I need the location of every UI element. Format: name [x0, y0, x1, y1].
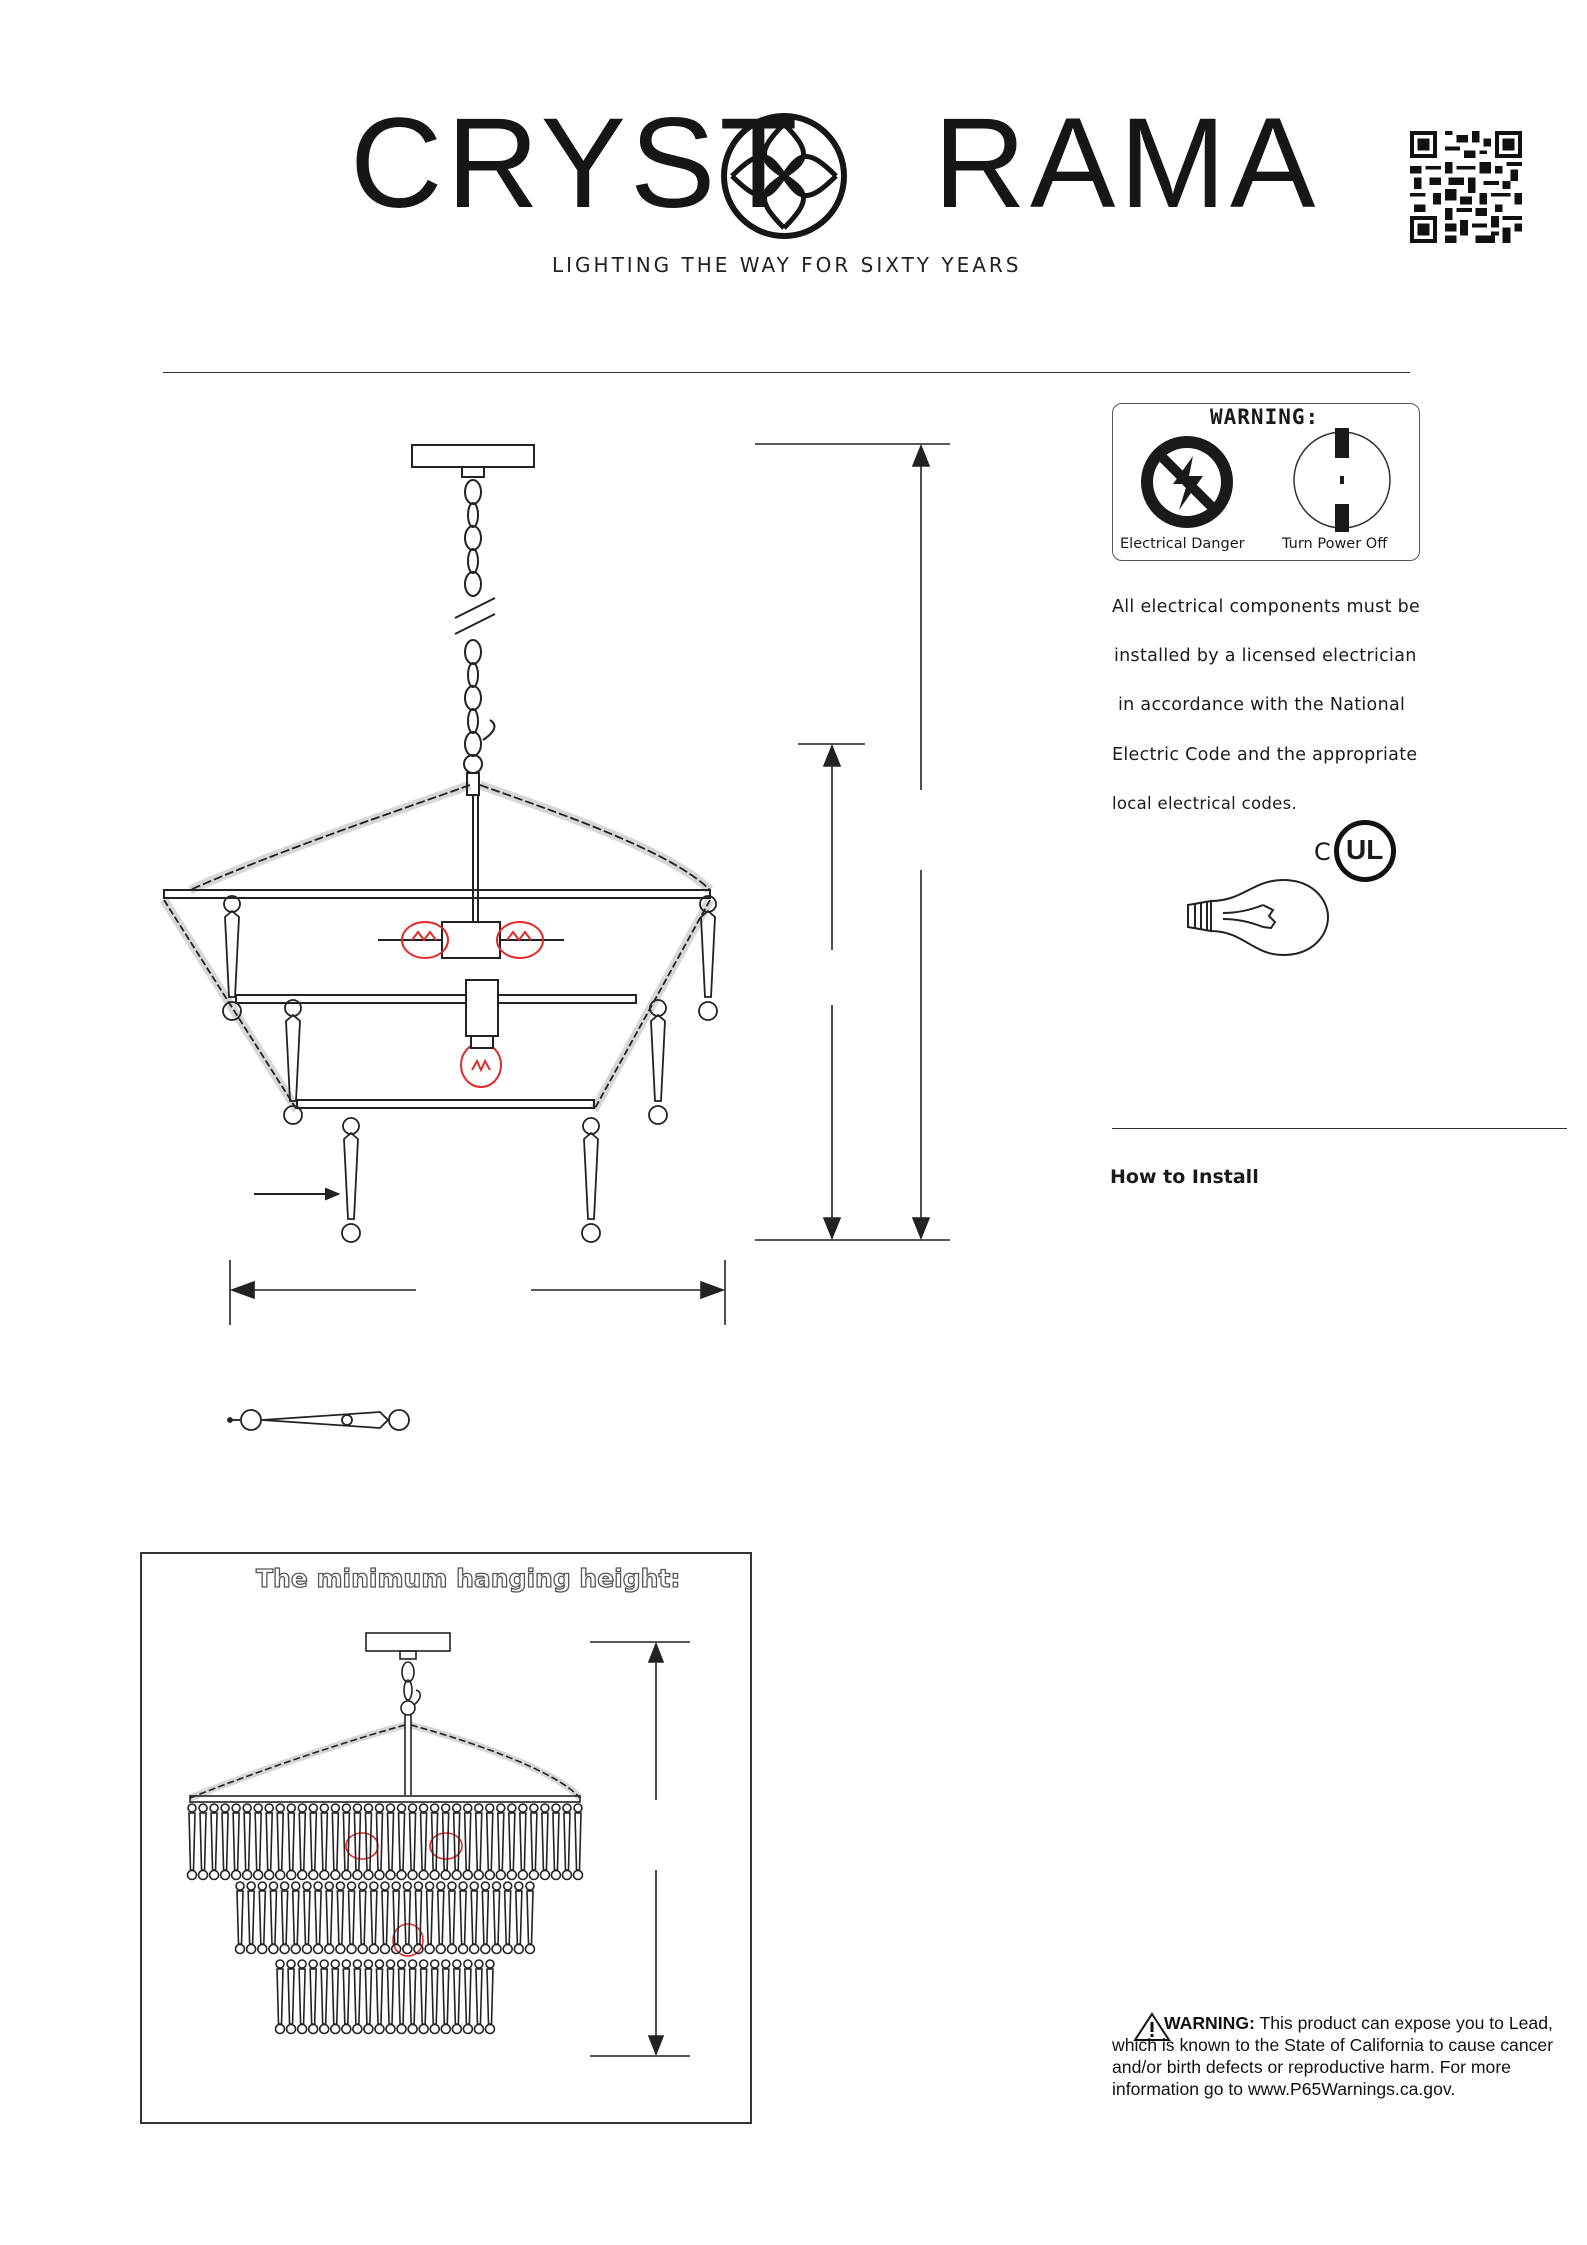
tier-crystal [364, 1804, 372, 1812]
tier-crystal [508, 1804, 516, 1812]
tier-crystal [481, 1945, 490, 1954]
tier-crystal [336, 1945, 345, 1954]
tier-crystal [443, 1813, 449, 1870]
tier-crystal [248, 1891, 254, 1944]
tier-crystal [531, 1813, 537, 1870]
notice-line: All electrical components must be [1112, 597, 1421, 617]
power-switch-off-icon [1290, 428, 1394, 532]
tier-crystal [293, 1891, 299, 1944]
tier-crystal [426, 1882, 434, 1890]
warning-label-title: WARNING: [1210, 405, 1320, 429]
tier-crystal [481, 1882, 489, 1890]
tier-crystal [409, 1804, 417, 1812]
height-dimension [755, 444, 950, 1240]
tier-crystal [369, 1945, 378, 1954]
tier-crystal [494, 1891, 500, 1944]
tier-crystal [364, 2025, 373, 2034]
tier-crystal [211, 1813, 217, 1870]
tier-crystal [438, 1891, 444, 1944]
tier-crystal [431, 1960, 439, 1968]
section-divider [1112, 1128, 1567, 1129]
tier-crystal [403, 1945, 412, 1954]
tier-crystal [258, 1882, 266, 1890]
tier-crystal [237, 1891, 243, 1944]
tier-crystal [188, 1871, 197, 1880]
fixture-diagram [150, 420, 970, 1490]
tier-crystal [503, 1945, 512, 1954]
tier-crystal [404, 1891, 410, 1944]
tier-crystal [353, 1960, 361, 1968]
tier-crystal [370, 1882, 378, 1890]
tier-crystal [448, 1882, 456, 1890]
tier-crystal [232, 1871, 241, 1880]
minimum-height-title: The minimum hanging height: [256, 1564, 681, 1593]
tier-crystal [397, 1871, 406, 1880]
tier-crystal [387, 1960, 395, 1968]
tier-crystal [310, 1813, 316, 1870]
tier-crystal [436, 1945, 445, 1954]
tier-crystal [320, 1871, 329, 1880]
tier-crystal [540, 1871, 549, 1880]
tier-crystal [459, 1882, 467, 1890]
tier-crystal [358, 1945, 367, 1954]
light-bulb-icon [1183, 875, 1333, 965]
electrical-danger-caption: Electrical Danger [1120, 536, 1245, 552]
tier-crystal [482, 1891, 488, 1944]
tier-crystal [498, 1813, 504, 1870]
bottom-ring [297, 1100, 594, 1108]
prop65-warning [1112, 2012, 1582, 2100]
no-electrical-hazard-icon [1137, 432, 1237, 532]
tier-crystal [265, 1804, 273, 1812]
tier-crystal [414, 1882, 422, 1890]
tier-crystal [476, 1813, 482, 1870]
tier-crystal [386, 1871, 395, 1880]
tier-crystal [221, 1804, 229, 1812]
tier-crystal [487, 1969, 493, 2024]
tier-crystal [449, 1891, 455, 1944]
tier-crystal [398, 1804, 406, 1812]
tier-crystal [266, 1813, 272, 1870]
tier-crystal [287, 2025, 296, 2034]
tier-crystal [342, 1871, 351, 1880]
tier-crystal [325, 1882, 333, 1890]
tier-crystal [574, 1871, 583, 1880]
tier-crystal [470, 1945, 479, 1954]
tier-crystal [392, 1882, 400, 1890]
tier-crystal [281, 1882, 289, 1890]
tier-crystal [364, 1871, 373, 1880]
tier-crystal [277, 1969, 283, 2024]
tier-crystal [408, 1871, 417, 1880]
tier-crystal [497, 1804, 505, 1812]
tier-crystal [430, 1871, 439, 1880]
notice-line: installed by a licensed electrician [1114, 646, 1417, 666]
tier-crystal [486, 1960, 494, 1968]
tier-crystal [432, 1813, 438, 1870]
prop65-text: This product can expose you to Lead, which is known to the State of California to cause cancer and/or birth defects or reproductive harm. For more information go to www.P65Warnings.ca.gov. [1112, 2013, 1554, 2099]
tier-crystal [398, 1960, 406, 1968]
tier-crystal [388, 1969, 394, 2024]
tier-crystal [474, 1871, 483, 1880]
tier-crystal [222, 1813, 228, 1870]
tiered-fixture-diagram [150, 1620, 730, 2070]
tier-crystal [331, 1960, 339, 1968]
tier-crystal [277, 1813, 283, 1870]
tier-crystal [320, 2025, 329, 2034]
tier-crystal [419, 2025, 428, 2034]
tier-crystal [464, 1960, 472, 1968]
tier-crystal [453, 1804, 461, 1812]
tier-crystal [410, 1813, 416, 1870]
tier-crystal [551, 1871, 560, 1880]
tier-crystal [309, 2025, 318, 2034]
tier-crystal [375, 1960, 383, 1968]
tier-crystal [309, 1871, 318, 1880]
tier-crystal [282, 1891, 288, 1944]
prop65-label: WARNING: [1164, 2013, 1255, 2033]
tier-crystal [269, 1945, 278, 1954]
tier-crystal [562, 1871, 571, 1880]
tier-crystal [509, 1813, 515, 1870]
tier-crystal [353, 1871, 362, 1880]
tier-crystal [210, 1871, 219, 1880]
tier-crystal [430, 2025, 439, 2034]
tier-crystal [298, 1960, 306, 1968]
tier-crystal [475, 1960, 483, 1968]
canopy [412, 445, 534, 467]
tier-crystal [432, 1969, 438, 2024]
brand-emblem-icon [718, 110, 850, 242]
tier-crystal [255, 1813, 261, 1870]
tier-crystal [376, 1813, 382, 1870]
tier-crystal [437, 1882, 445, 1890]
tier-crystal [342, 2025, 351, 2034]
tier-crystal [199, 1804, 207, 1812]
tier-crystal [331, 2025, 340, 2034]
tier-crystal [515, 1882, 523, 1890]
tier-crystal [292, 1882, 300, 1890]
tier-crystal [459, 1945, 468, 1954]
tier-crystal [460, 1891, 466, 1944]
tier-crystal [299, 1813, 305, 1870]
tier-crystal [415, 1891, 421, 1944]
tier-crystal [304, 1891, 310, 1944]
tier-crystal [309, 1960, 317, 1968]
tier-crystal-drops [188, 1804, 583, 2034]
tier-crystal [574, 1804, 582, 1812]
tier-crystal [441, 1871, 450, 1880]
tier-crystal [258, 1945, 267, 1954]
tier-crystal [465, 1969, 471, 2024]
tier-crystal [476, 1969, 482, 2024]
tier-crystal [387, 1804, 395, 1812]
tier-crystal [514, 1945, 523, 1954]
tier-crystal [315, 1891, 321, 1944]
tier-crystal [505, 1891, 511, 1944]
tier-crystal [453, 1960, 461, 1968]
tier-crystal [342, 1960, 350, 1968]
tier-crystal [427, 1891, 433, 1944]
tier-crystal [504, 1882, 512, 1890]
tier-crystal [399, 1969, 405, 2024]
tier-crystal [269, 1882, 277, 1890]
tier-crystal [575, 1813, 581, 1870]
notice-line: Electric Code and the appropriate [1112, 745, 1418, 765]
tier-crystal [336, 1882, 344, 1890]
tier-crystal [303, 1882, 311, 1890]
tier-crystal [298, 1871, 307, 1880]
tier-crystal [408, 2025, 417, 2034]
tier-crystal [314, 1882, 322, 1890]
tier-crystal [298, 2025, 307, 2034]
crystal-detail [228, 1410, 409, 1430]
tier-crystal [353, 1804, 361, 1812]
tier-crystal [519, 1804, 527, 1812]
tier-crystal [221, 1871, 230, 1880]
tier-crystal [388, 1813, 394, 1870]
tier-crystal [331, 1871, 340, 1880]
middle-ring [236, 995, 636, 1003]
tier-crystal [353, 2025, 362, 2034]
tier-crystal [254, 1871, 263, 1880]
tier-crystal [331, 1804, 339, 1812]
tier-crystal [447, 1945, 456, 1954]
tier-crystal [254, 1804, 262, 1812]
tier-crystal [247, 1945, 256, 1954]
tier-crystal [487, 1813, 493, 1870]
tier-crystal [288, 1813, 294, 1870]
qr-code-icon[interactable] [1410, 128, 1522, 246]
tier-crystal [410, 1969, 416, 2024]
tier-crystal [452, 2025, 461, 2034]
ul-text: UL [1346, 834, 1384, 865]
tier-crystal [520, 1813, 526, 1870]
tier-crystal [287, 1960, 295, 1968]
tier-crystal [552, 1804, 560, 1812]
width-dimension [230, 1260, 725, 1325]
tier-crystal [507, 1871, 516, 1880]
tier-crystal [188, 1804, 196, 1812]
tier-crystal [364, 1960, 372, 1968]
tier-crystal [529, 1871, 538, 1880]
tier-crystal [309, 1804, 317, 1812]
tier-crystal [259, 1891, 265, 1944]
tier-crystal [326, 1891, 332, 1944]
tier-crystal [233, 1813, 239, 1870]
brand-name-right: RAMA [933, 92, 1320, 235]
tier-crystal [332, 1969, 338, 2024]
tier-crystal [348, 1882, 356, 1890]
tier-crystal [189, 1813, 195, 1870]
draping-chains [164, 785, 710, 1110]
canopy [366, 1633, 450, 1651]
tier-crystal [421, 1813, 427, 1870]
socket-cluster [442, 922, 500, 958]
tier-crystal [314, 1945, 323, 1954]
tier-crystal [541, 1804, 549, 1812]
tier-crystal [454, 1813, 460, 1870]
tier-crystal [365, 1813, 371, 1870]
tier-crystal [443, 1969, 449, 2024]
tier-crystal [288, 1969, 294, 2024]
tier-crystal [420, 1804, 428, 1812]
tier-crystal [421, 1969, 427, 2024]
tier-crystal [419, 1871, 428, 1880]
tier-crystal [236, 1945, 245, 1954]
tier-crystal [399, 1813, 405, 1870]
notice-line: local electrical codes. [1112, 794, 1298, 813]
tier-crystal [375, 1871, 384, 1880]
tier-crystal [393, 1891, 399, 1944]
tier-crystal [425, 1945, 434, 1954]
tier-crystal [526, 1945, 535, 1954]
tier-crystal [210, 1804, 218, 1812]
tier-crystal [247, 1882, 255, 1890]
tier-crystal [442, 1804, 450, 1812]
tier-crystal [375, 2025, 384, 2034]
tier-crystal [287, 1871, 296, 1880]
tier-crystal [232, 1804, 240, 1812]
tier-crystal [298, 1804, 306, 1812]
tier-crystal [320, 1960, 328, 1968]
tier-crystal [486, 2025, 495, 2034]
tier-crystal [276, 1871, 285, 1880]
tier-crystal [526, 1882, 534, 1890]
tier-crystal [463, 1871, 472, 1880]
tier-crystal [349, 1891, 355, 1944]
tier-crystal [354, 1813, 360, 1870]
tier-crystal [332, 1813, 338, 1870]
tier-crystal [375, 1804, 383, 1812]
tier-crystal [542, 1813, 548, 1870]
tier-crystal [265, 1871, 274, 1880]
tier-crystal [465, 1813, 471, 1870]
tier-crystal [270, 1891, 276, 1944]
ul-c-mark: C [1314, 838, 1331, 866]
tier-crystal [496, 1871, 505, 1880]
turn-power-off-caption: Turn Power Off [1282, 536, 1388, 552]
tier-crystal [441, 2025, 450, 2034]
tier-crystal [452, 1871, 461, 1880]
tier-crystal [276, 2025, 285, 2034]
header-divider [163, 372, 1410, 373]
tier-crystal [343, 1969, 349, 2024]
tier-crystal [492, 1945, 501, 1954]
tier-crystal [321, 1969, 327, 2024]
tier-crystal [386, 2025, 395, 2034]
notice-line: in accordance with the National [1118, 695, 1406, 715]
tier-crystal [527, 1891, 533, 1944]
tier-crystal [493, 1882, 501, 1890]
tier-crystal [397, 2025, 406, 2034]
tier-crystal [342, 1804, 350, 1812]
tier-crystal [325, 1945, 334, 1954]
tier-crystal [463, 2025, 472, 2034]
tier-crystal [420, 1960, 428, 1968]
tier-crystal [516, 1891, 522, 1944]
tier-crystal [354, 1969, 360, 2024]
tier-crystal [564, 1813, 570, 1870]
tier-crystal [302, 1945, 311, 1954]
tier-crystal [291, 1945, 300, 1954]
tier-crystal [299, 1969, 305, 2024]
tier-crystal [381, 1945, 390, 1954]
tier-crystal [321, 1813, 327, 1870]
tier-crystal [381, 1882, 389, 1890]
tier-crystal [409, 1960, 417, 1968]
tier-crystal [371, 1891, 377, 1944]
tier-crystal [518, 1871, 527, 1880]
tier-crystal [276, 1804, 284, 1812]
tier-crystal [244, 1813, 250, 1870]
tier-crystal [563, 1804, 571, 1812]
how-to-install-heading: How to Install [1110, 1166, 1259, 1188]
brand-tagline: LIGHTING THE WAY FOR SIXTY YEARS [552, 253, 1022, 277]
tier-crystal [236, 1882, 244, 1890]
tier-crystal [431, 1804, 439, 1812]
tier-crystal [276, 1960, 284, 1968]
tier-crystal [471, 1891, 477, 1944]
tier-crystal [337, 1891, 343, 1944]
tier-crystal [475, 1804, 483, 1812]
brand-name-left: CRYST [350, 92, 802, 235]
tier-crystal [287, 1804, 295, 1812]
tier-crystal [310, 1969, 316, 2024]
tier-crystal [243, 1804, 251, 1812]
tier-crystal [486, 1804, 494, 1812]
tier-crystal [365, 1969, 371, 2024]
tier-crystal [347, 1945, 356, 1954]
tier-crystal [200, 1813, 206, 1870]
tier-crystal [553, 1813, 559, 1870]
tier-crystal [442, 1960, 450, 1968]
tier-crystal [470, 1882, 478, 1890]
tier-crystal [280, 1945, 289, 1954]
tier-crystal [464, 1804, 472, 1812]
tier-crystal [485, 1871, 494, 1880]
tier-crystal [359, 1882, 367, 1890]
tier-crystal [403, 1882, 411, 1890]
tier-crystal [454, 1969, 460, 2024]
hanging-chain [455, 480, 495, 756]
tier-crystal [243, 1871, 252, 1880]
tier-crystal [382, 1891, 388, 1944]
tier-crystal [530, 1804, 538, 1812]
tier-crystal [320, 1804, 328, 1812]
tier-crystal [360, 1891, 366, 1944]
tier-crystal [376, 1969, 382, 2024]
tier-crystal [199, 1871, 208, 1880]
tier-crystal [474, 2025, 483, 2034]
top-ring [164, 890, 710, 898]
